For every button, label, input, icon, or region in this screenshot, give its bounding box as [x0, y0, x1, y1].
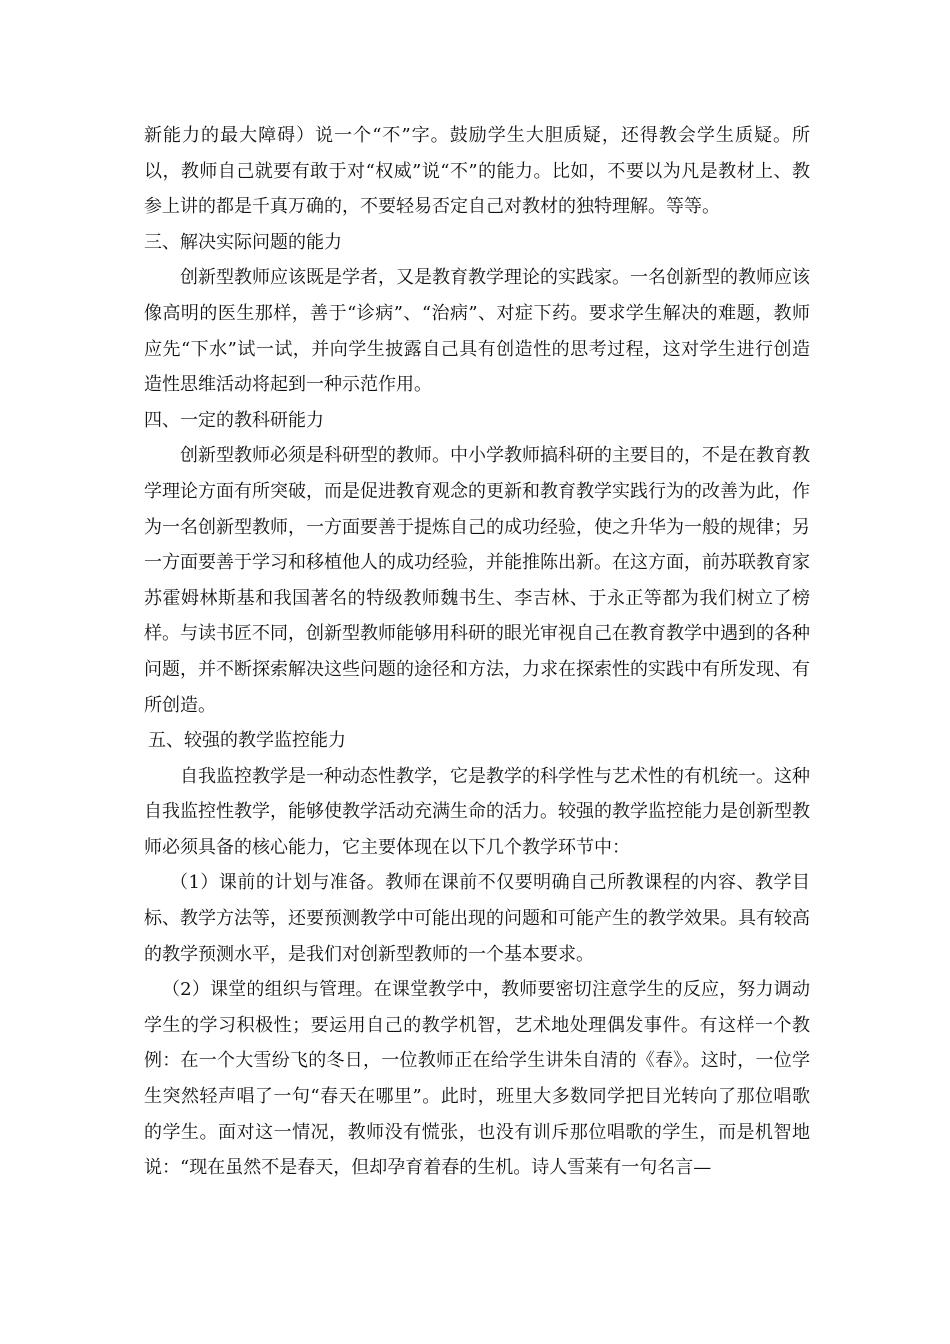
- paragraph-monitoring: 自我监控教学是一种动态性教学，它是教学的科学性与艺术性的有机统一。这种自我监控性教学，能够使教学活动充满生命的活力。较强的教学监控能力是创新型教师必须具备的核心能力，它主要体现在以下几个教学环节中：: [144, 765, 810, 858]
- paragraph-problem-solving: 创新型教师应该既是学者，又是教育教学理论的实践家。一名创新型的教师应该像高明的医生那样，善于“诊病”、“治病”、对症下药。要求学生解决的难题，教师应先“下水”试一试，并向学生披露自己具有创造性的思考过程，这对学生进行创造造性思维活动将起到一种示范作用。: [144, 267, 810, 396]
- list-item-1: （1）课前的计划与准备。教师在课前不仅要明确自己所教课程的内容、教学目标、教学方法等，还要预测教学中可能出现的问题和可能产生的教学效果。具有较高的教学预测水平，是我们对创新型教师的一个基本要求。: [144, 872, 810, 965]
- paragraph-research: 创新型教师必须是科研型的教师。中小学教师搞科研的主要目的，不是在教育教学理论方面有所突破，而是促进教育观念的更新和教育教学实践行为的改善为此，作为一名创新型教师，一方面要善于提炼自己的成功经验，使之升华为一般的规律；另一方面要善于学习和移植他人的成功经验，并能推陈出新。在这方面，前苏联教育家苏霍姆林斯基和我国著名的特级教师魏书生、李吉林、于永正等都为我们树立了榜样。与读书匠不同，创新型教师能够用科研的眼光审视自己在教育教学中遇到的各种问题，并不断探索解决这些问题的途径和方法，力求在探索性的实践中有所发现、有所创造。: [144, 445, 810, 716]
- section-heading-3: 三、解决实际问题的能力: [144, 231, 342, 253]
- document-body: [144, 118, 810, 1186]
- list-item-2: （2）课堂的组织与管理。在课堂教学中，教师要密切注意学生的反应，努力调动学生的学习积极性；要运用自己的教学机智，艺术地处理偶发事件。有这样一个教例：在一个大雪纷飞的冬日，一位教师正在给学生讲朱自清的《春》。这时，一位学生突然轻声唱了一句“春天在哪里”。此时，班里大多数同学把目光转向了那位唱歌的学生。面对这一情况，教师没有慌张，也没有训斥那位唱歌的学生，而是机智地说：“现在虽然不是春天，但却孕育着春的生机。诗人雪莱有一句名言—: [144, 979, 810, 1179]
- section-heading-4: 四、一定的教科研能力: [144, 409, 324, 431]
- section-heading-5: 五、较强的教学监控能力: [148, 730, 346, 752]
- paragraph-continuation: 新能力的最大障碍）说一个“不”字。鼓励学生大胆质疑，还得教会学生质疑。所以，教师自己就要有敢于对“权威”说“不”的能力。比如，不要以为凡是教材上、教参上讲的都是千真万确的，不要轻易否定自己对教材的独特理解。等等。: [144, 125, 810, 218]
